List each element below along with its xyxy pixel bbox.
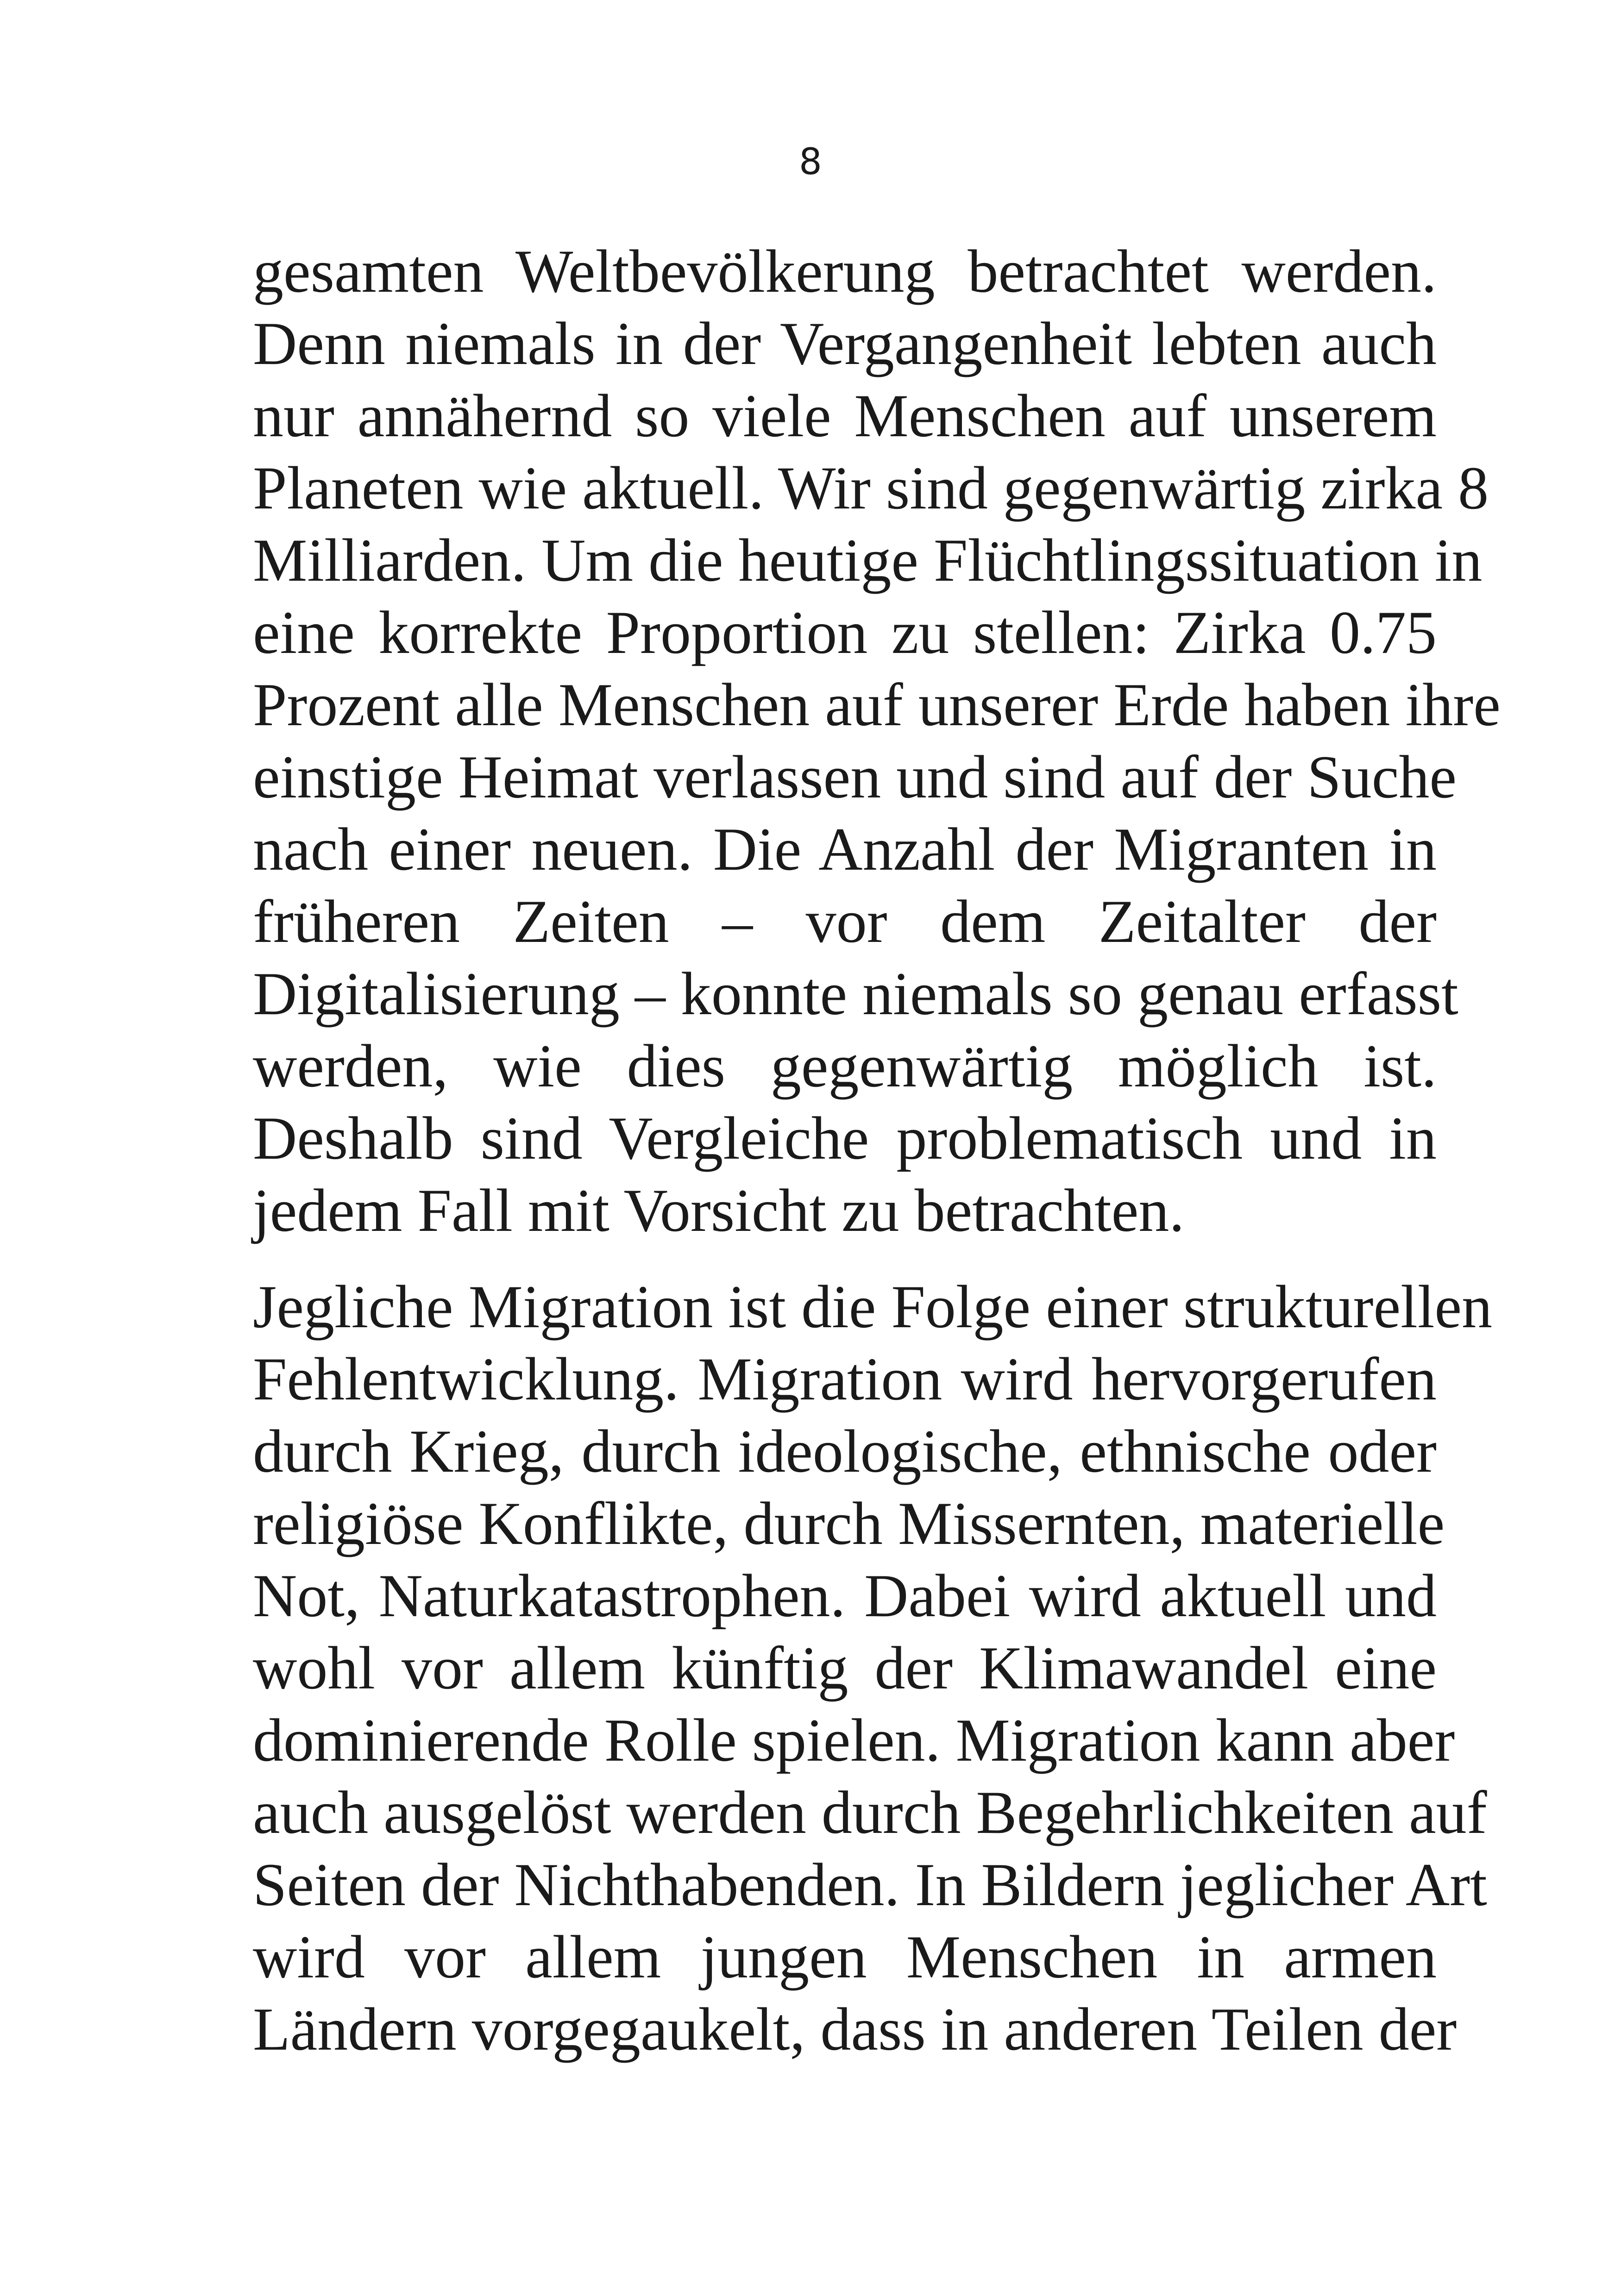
text-line: einstige Heimat verlassen und sind auf der Suche — [253, 743, 1457, 811]
text-line: werden, wie dies gegenwärtig möglich ist. — [253, 1032, 1437, 1100]
text-line: Seiten der Nichthabenden. In Bildern jeglicher Art — [253, 1851, 1487, 1919]
text-line: Digitalisierung – konnte niemals so genau erfasst — [253, 960, 1458, 1028]
text-line: nur annähernd so viele Menschen auf unserem — [253, 382, 1437, 450]
text-line: Milliarden. Um die heutige Flüchtlingssituation in — [253, 526, 1483, 594]
text-line: Planeten wie aktuell. Wir sind gegenwärtig zirka 8 — [253, 454, 1489, 522]
text-line: wohl vor allem künftig der Klimawandel eine — [253, 1634, 1437, 1702]
text-line: wird vor allem jungen Menschen in armen — [253, 1923, 1437, 1991]
text-line: Jegliche Migration ist die Folge einer strukturellen — [253, 1273, 1493, 1341]
text-line: gesamten Weltbevölkerung betrachtet werden. — [253, 237, 1437, 305]
page-number: 8 — [799, 141, 822, 183]
text-line: Ländern vorgegaukelt, dass in anderen Teilen der — [253, 1995, 1457, 2063]
text-line: nach einer neuen. Die Anzahl der Migranten in — [253, 815, 1437, 883]
text-line: Prozent alle Menschen auf unserer Erde haben ihre — [253, 671, 1501, 739]
text-line: durch Krieg, durch ideologische, ethnische oder — [253, 1417, 1437, 1485]
text-line: dominierende Rolle spielen. Migration kann aber — [253, 1706, 1455, 1774]
text-line: religiöse Konflikte, durch Missernten, materielle — [253, 1489, 1445, 1557]
text-line: jedem Fall mit Vorsicht zu betrachten. — [253, 1176, 1185, 1244]
text-line: Fehlentwicklung. Migration wird hervorgerufen — [253, 1345, 1437, 1413]
text-line: früheren Zeiten – vor dem Zeitalter der — [253, 887, 1437, 955]
text-line: eine korrekte Proportion zu stellen: Zirka 0.75 — [253, 598, 1437, 666]
paragraph-2 — [253, 1271, 1493, 2065]
text-line: Deshalb sind Vergleiche problematisch und in — [253, 1104, 1437, 1172]
text-line: Not, Naturkatastrophen. Dabei wird aktuell und — [253, 1562, 1437, 1630]
paragraph-1 — [253, 235, 1501, 1247]
text-line: auch ausgelöst werden durch Begehrlichkeiten auf — [253, 1778, 1487, 1846]
text-line: Denn niemals in der Vergangenheit lebten auch — [253, 309, 1437, 377]
